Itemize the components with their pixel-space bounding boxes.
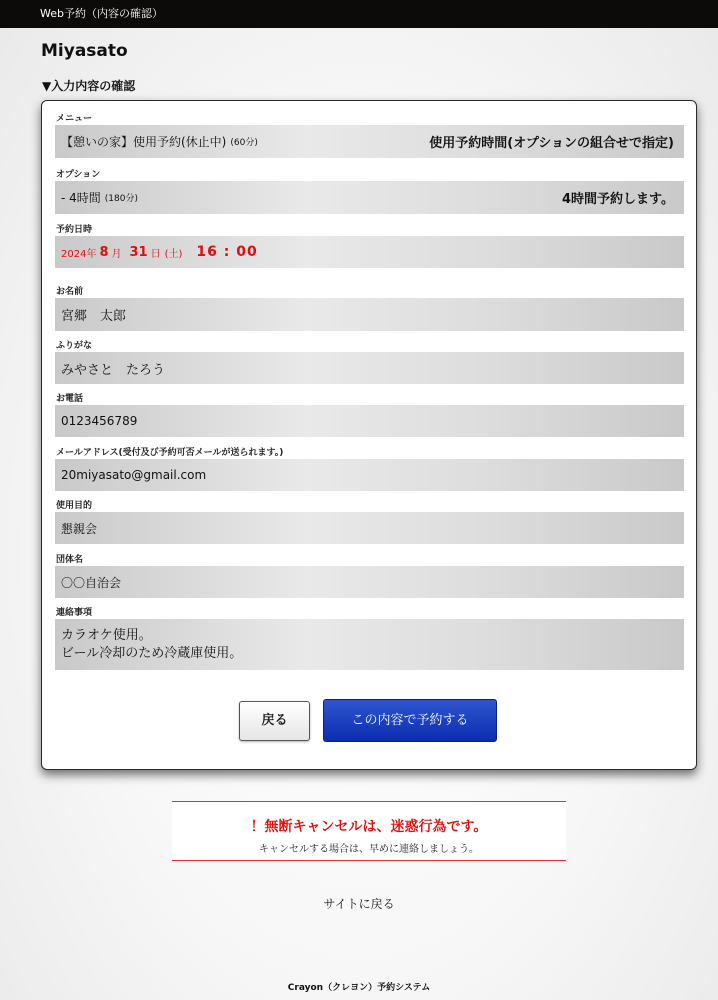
name-field [55,298,684,331]
section-title: ▼入力内容の確認 [42,79,136,93]
furigana-label: ふりがな [56,341,93,351]
notes-label: 連絡事項 [56,608,93,618]
email-field [55,459,684,491]
phone-field [55,405,684,437]
menu-right-text: 使用予約時間(オプションの組合せで指定) [429,136,674,151]
submit-reservation-button[interactable]: この内容で予約する [323,699,497,742]
option-value: - 4時間 [61,191,101,205]
menu-value: 【憩いの家】使用予約(休止中) [61,135,227,149]
phone-label: お電話 [56,394,84,404]
date-month-unit: 月 [111,248,122,260]
datetime-field [55,236,684,268]
notes-line-1: カラオケ使用。 [61,627,152,643]
confirmation-card [41,100,697,770]
date-year: 2024年 [61,248,97,260]
date-day: 31 [129,244,148,260]
datetime-label: 予約日時 [56,225,93,235]
purpose-value: 懇親会 [61,521,98,536]
menu-field [55,125,684,158]
cancel-notice-text: キャンセルする場合は、早めに連絡しましょう。 [259,844,479,855]
option-label: オプション [56,170,101,180]
footer-text: Crayon（クレヨン）予約システム [287,983,431,993]
notes-line-2: ビール冷却のため冷蔵庫使用。 [61,645,243,661]
back-button[interactable]: 戻る [239,701,310,741]
option-right-text: 4時間予約します。 [561,192,674,207]
date-day-unit: 日 [150,248,161,260]
date-month: 8 [99,244,109,260]
date-weekday: (土) [164,248,183,260]
option-field [55,181,684,214]
option-duration: (180分) [104,194,138,204]
group-label: 団体名 [56,555,84,565]
cancel-notice-title: ！無断キャンセルは、迷惑行為です。 [250,819,488,835]
menu-duration: (60分) [230,138,258,148]
menu-label: メニュー [56,114,93,124]
cancel-notice [172,801,566,861]
notes-field [55,619,684,670]
top-bar [0,0,718,28]
name-label: お名前 [56,287,84,297]
group-value: 〇〇自治会 [61,575,122,590]
email-label: メールアドレス(受付及び予約可否メールが送られます。) [56,448,284,458]
back-to-site-link[interactable]: サイトに戻る [323,897,395,911]
purpose-label: 使用目的 [56,501,93,511]
group-field [55,566,684,598]
furigana-value: みやさと たろう [61,362,166,378]
page-header-title: Web予約（内容の確認） [40,7,163,20]
phone-value: 0123456789 [61,414,138,428]
email-value: 20miyasato@gmail.com [61,468,207,482]
furigana-field [55,352,684,384]
site-name: Miyasato [41,41,128,61]
purpose-field [55,512,684,544]
name-value: 宮郷 太郎 [61,309,127,324]
date-time: 16 : 00 [196,244,258,260]
